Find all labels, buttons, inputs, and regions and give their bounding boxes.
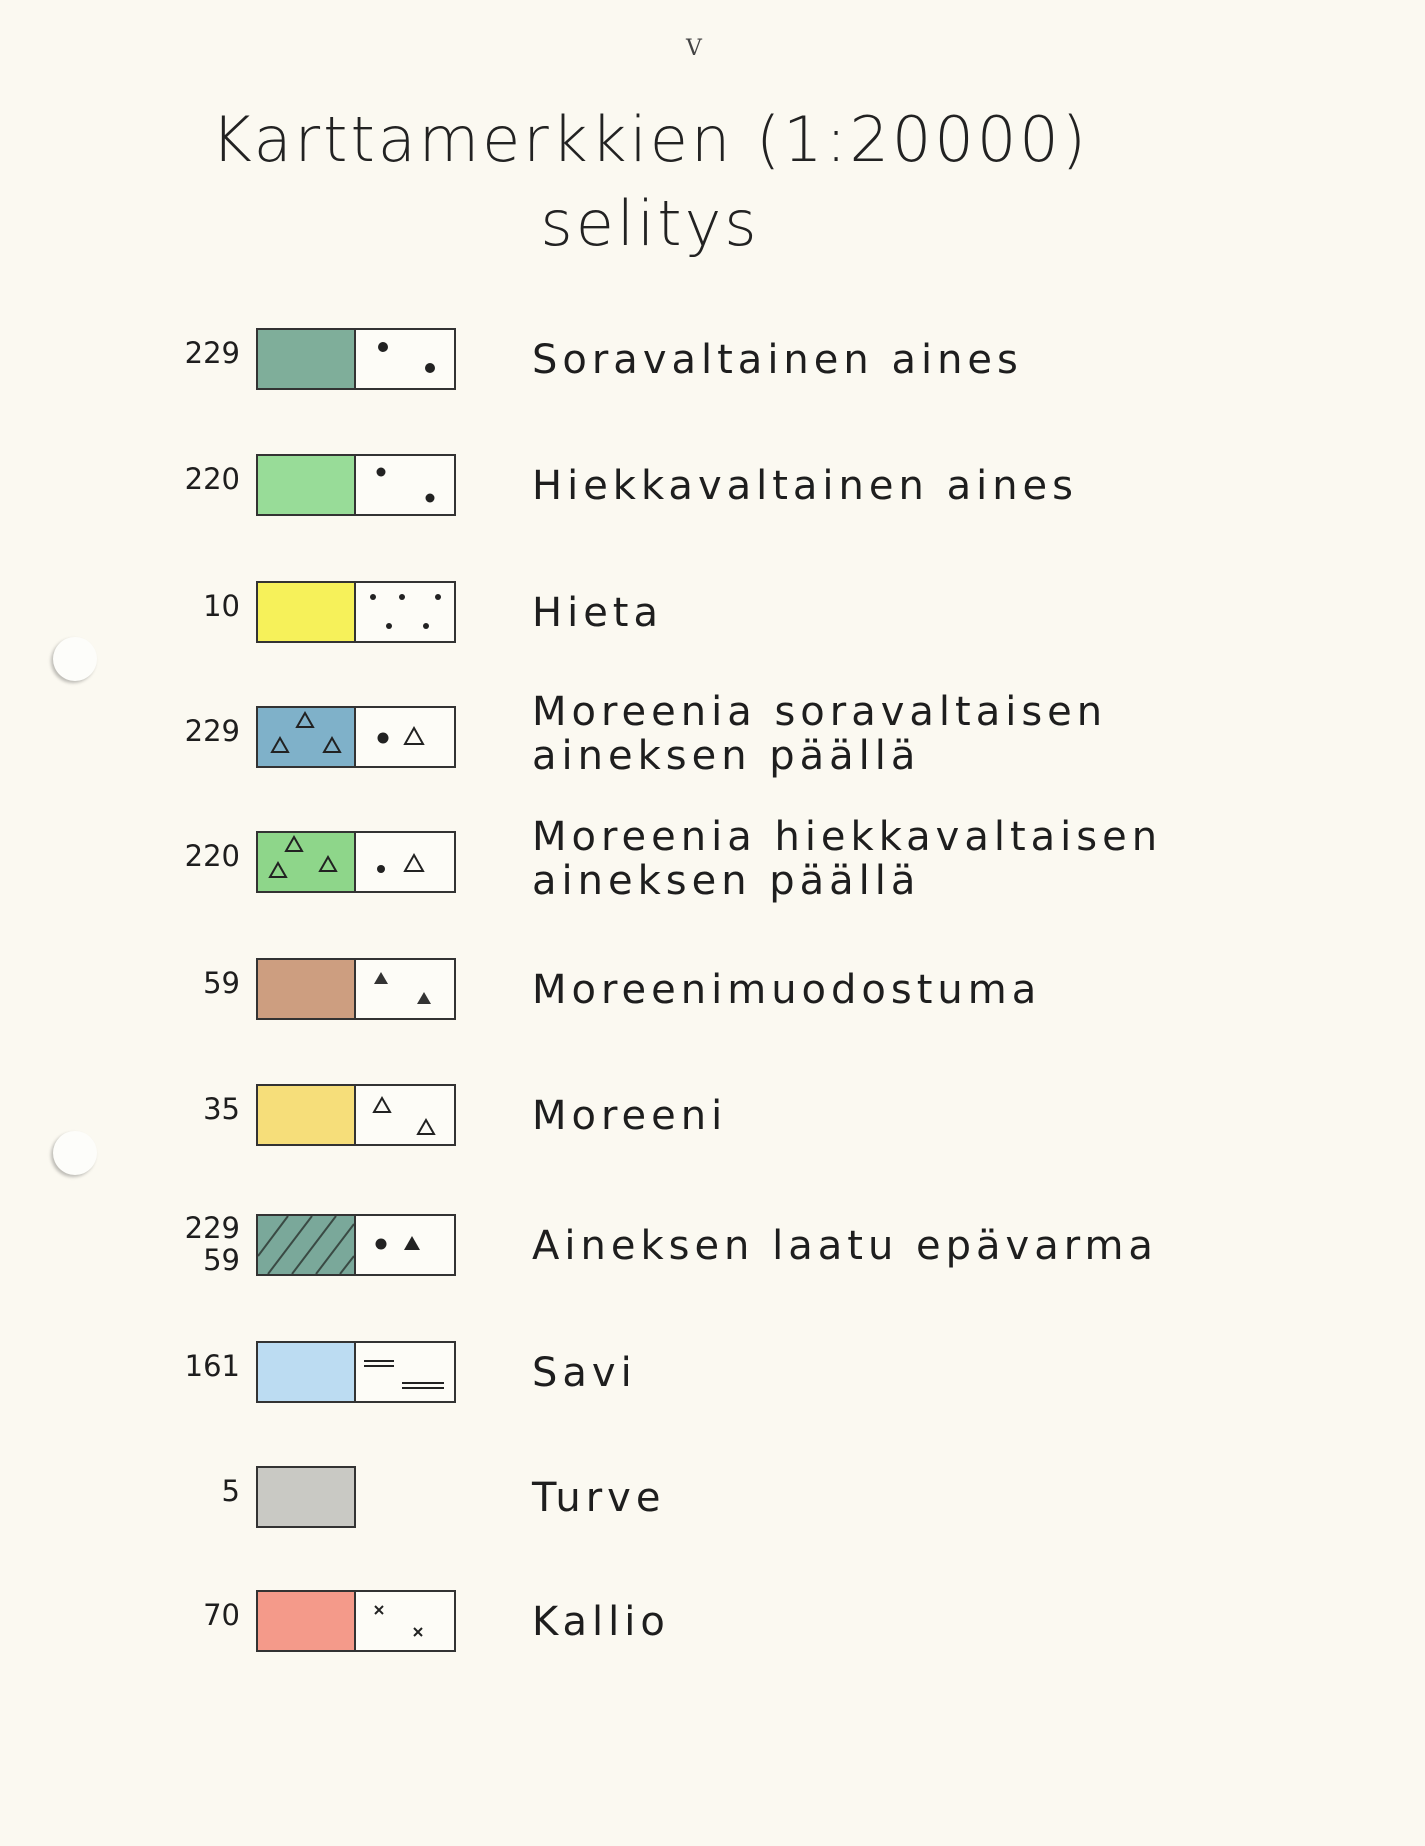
color-swatch (256, 706, 356, 768)
color-swatch (256, 581, 356, 643)
legend-row (0, 320, 1300, 390)
legend-label-line-1: Moreenia hiekkavaltaisen (532, 814, 1163, 860)
color-swatch (256, 1590, 356, 1652)
legend-code: 35 (203, 1092, 240, 1126)
legend-row (0, 446, 1300, 516)
legend-row (0, 950, 1300, 1020)
filled-triangle-symbol (356, 958, 456, 1020)
legend-label: Hieta (532, 590, 663, 636)
legend-label: Hiekkavaltainen aines (532, 463, 1078, 509)
dot-filled-triangle-symbol (356, 1214, 456, 1276)
legend-label: Moreeni (532, 1093, 728, 1139)
legend-row (0, 1076, 1300, 1146)
legend-row (0, 1458, 1300, 1528)
legend-label-line-2: aineksen päällä (532, 858, 921, 904)
cross-pattern-symbol (356, 1590, 456, 1652)
legend-label: Savi (532, 1350, 637, 1396)
dot-pattern-symbol (356, 328, 456, 390)
color-swatch (256, 958, 356, 1020)
legend-label: Kallio (532, 1599, 670, 1645)
open-triangle-symbol (356, 1084, 456, 1146)
legend-code: 70 (203, 1598, 240, 1632)
legend-label-line-2: aineksen päällä (532, 733, 921, 779)
legend-code (185, 1212, 240, 1276)
legend-row (0, 814, 1300, 904)
legend-code: 220 (184, 839, 240, 873)
legend-label (532, 815, 1162, 903)
title-line-2: selitys (540, 187, 760, 260)
color-swatch (256, 454, 356, 516)
binder-hole-top (53, 637, 97, 681)
legend-code: 5 (221, 1474, 240, 1508)
dot-triangle-symbol (356, 706, 456, 768)
legend-code: 10 (203, 589, 240, 623)
dot-triangle-symbol (356, 831, 456, 893)
legend-code: 161 (184, 1349, 240, 1383)
line-pattern-symbol (356, 1341, 456, 1403)
legend-row (0, 1582, 1300, 1652)
color-swatch (256, 1214, 356, 1276)
small-dot-pattern-symbol (356, 581, 456, 643)
legend-code-line-1: 229 (184, 1211, 240, 1245)
page-number: V (686, 36, 702, 61)
legend-code: 229 (184, 714, 240, 748)
legend-label-line-1: Moreenia soravaltaisen (532, 689, 1108, 735)
legend-row (0, 689, 1300, 779)
color-swatch (256, 1341, 356, 1403)
legend-label: Aineksen laatu epävarma (532, 1223, 1158, 1269)
legend-row (0, 1206, 1300, 1276)
legend-row (0, 573, 1300, 643)
legend-code: 229 (184, 336, 240, 370)
title-line-1: Karttamerkkien (1:20000) (211, 103, 1089, 176)
color-swatch (256, 1084, 356, 1146)
legend-row (0, 1333, 1300, 1403)
legend-label: Soravaltainen aines (532, 337, 1023, 383)
legend-label: Turve (532, 1475, 666, 1521)
color-swatch (256, 831, 356, 893)
legend-label: Moreenimuodostuma (532, 967, 1042, 1013)
dot-pattern-symbol (356, 454, 456, 516)
legend-code: 220 (184, 462, 240, 496)
legend-label (532, 690, 1107, 778)
color-swatch (256, 328, 356, 390)
legend-code: 59 (203, 966, 240, 1000)
page-title (0, 98, 1300, 266)
color-swatch (256, 1466, 356, 1528)
legend-code-line-2: 59 (203, 1243, 240, 1277)
